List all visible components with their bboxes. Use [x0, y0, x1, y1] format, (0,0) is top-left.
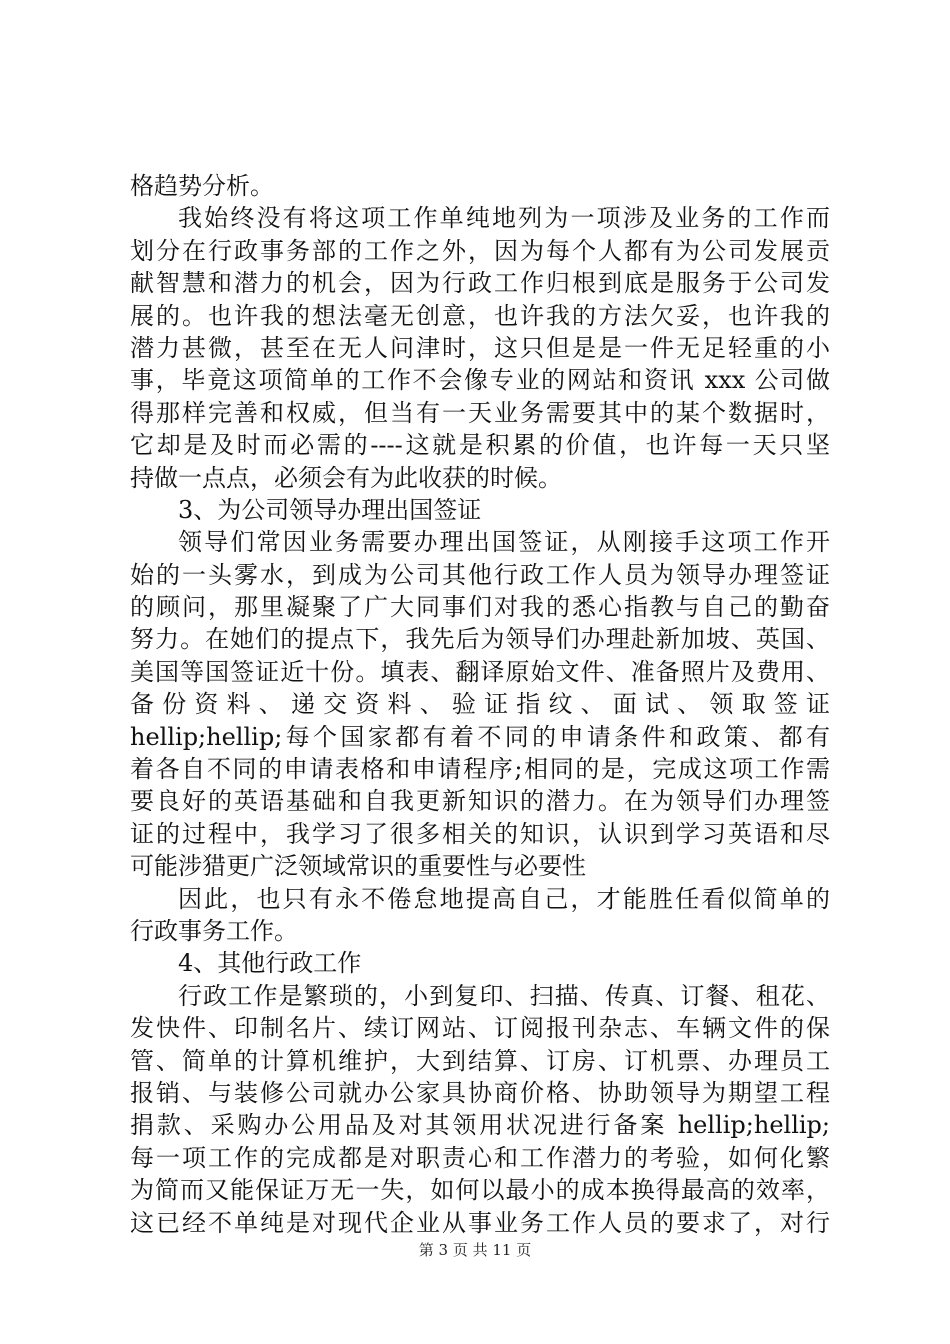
text-line: 为简而又能保证万无一失，如何以最小的成本换得最高的效率，	[130, 1176, 830, 1205]
page-footer: 第 3 页 共 11 页	[418, 1241, 532, 1259]
text-line: 它却是及时而必需的----这就是积累的价值，也许每一天只坚	[130, 431, 830, 460]
text-line: 得那样完善和权威，但当有一天业务需要其中的某个数据时，	[130, 398, 830, 427]
text-line: 这已经不单纯是对现代企业从事业务工作人员的要求了，对行	[130, 1208, 830, 1237]
text-line: 要良好的英语基础和自我更新知识的潜力。在为领导们办理签	[130, 787, 830, 816]
text-line: 备 份 资 料 、 递 交 资 料 、 验 证 指 纹 、 面 试 、 领 取 签 证	[130, 690, 830, 719]
text-line: 格趋势分析。	[130, 172, 274, 200]
text-line: 4、其他行政工作	[178, 949, 362, 978]
text-line: 捐款、采购办公用品及对其领用状况进行备案 hellip;hellip;	[130, 1111, 830, 1140]
text-line: 献智慧和潜力的机会，因为行政工作归根到底是服务于公司发	[130, 269, 830, 298]
text-line: 证的过程中，我学习了很多相关的知识，认识到学习英语和尽	[130, 819, 830, 848]
text-line: hellip;hellip;每个国家都有着不同的申请条件和政策、都有	[130, 722, 830, 751]
text-line: 展的。也许我的想法毫无创意，也许我的方法欠妥，也许我的	[130, 301, 830, 330]
text-line: 发快件、印制名片、续订网站、订阅报刊杂志、车辆文件的保	[130, 1014, 830, 1043]
text-line: 行政工作是繁琐的，小到复印、扫描、传真、订餐、租花、	[178, 981, 830, 1010]
text-line: 潜力甚微，甚至在无人问津时，这只但是是一件无足轻重的小	[130, 333, 830, 362]
text-line: 持做一点点，必须会有为此收获的时候。	[130, 463, 562, 492]
text-line: 我始终没有将这项工作单纯地列为一项涉及业务的工作而	[178, 204, 830, 233]
text-line: 努力。在她们的提点下，我先后为领导们办理赴新加坡、英国、	[130, 625, 830, 654]
text-line: 可能涉猎更广泛领域常识的重要性与必要性	[130, 852, 586, 881]
text-line: 领导们常因业务需要办理出国签证，从刚接手这项工作开	[178, 528, 830, 557]
text-line: 划分在行政事务部的工作之外，因为每个人都有为公司发展贡	[130, 236, 830, 265]
text-line: 因此，也只有永不倦怠地提高自己，才能胜任看似简单的	[178, 884, 830, 913]
text-line: 行政事务工作。	[130, 916, 298, 945]
text-line: 的顾问，那里凝聚了广大同事们对我的悉心指教与自己的勤奋	[130, 593, 830, 622]
text-line: 管、简单的计算机维护，大到结算、订房、订机票、办理员工	[130, 1046, 830, 1075]
text-line: 事，毕竟这项简单的工作不会像专业的网站和资讯 xxx 公司做	[130, 366, 830, 395]
text-line: 报销、与装修公司就办公家具协商价格、协助领导为期望工程	[130, 1078, 830, 1107]
text-line: 3、为公司领导办理出国签证	[178, 495, 482, 524]
text-line: 每一项工作的完成都是对职责心和工作潜力的考验，如何化繁	[130, 1143, 830, 1172]
text-line: 着各自不同的申请表格和申请程序;相同的是，完成这项工作需	[130, 755, 830, 784]
text-line: 美国等国签证近十份。填表、翻译原始文件、准备照片及费用、	[130, 657, 830, 686]
text-line: 始的一头雾水，到成为公司其他行政工作人员为领导办理签证	[130, 560, 830, 589]
document-body	[130, 170, 830, 1239]
